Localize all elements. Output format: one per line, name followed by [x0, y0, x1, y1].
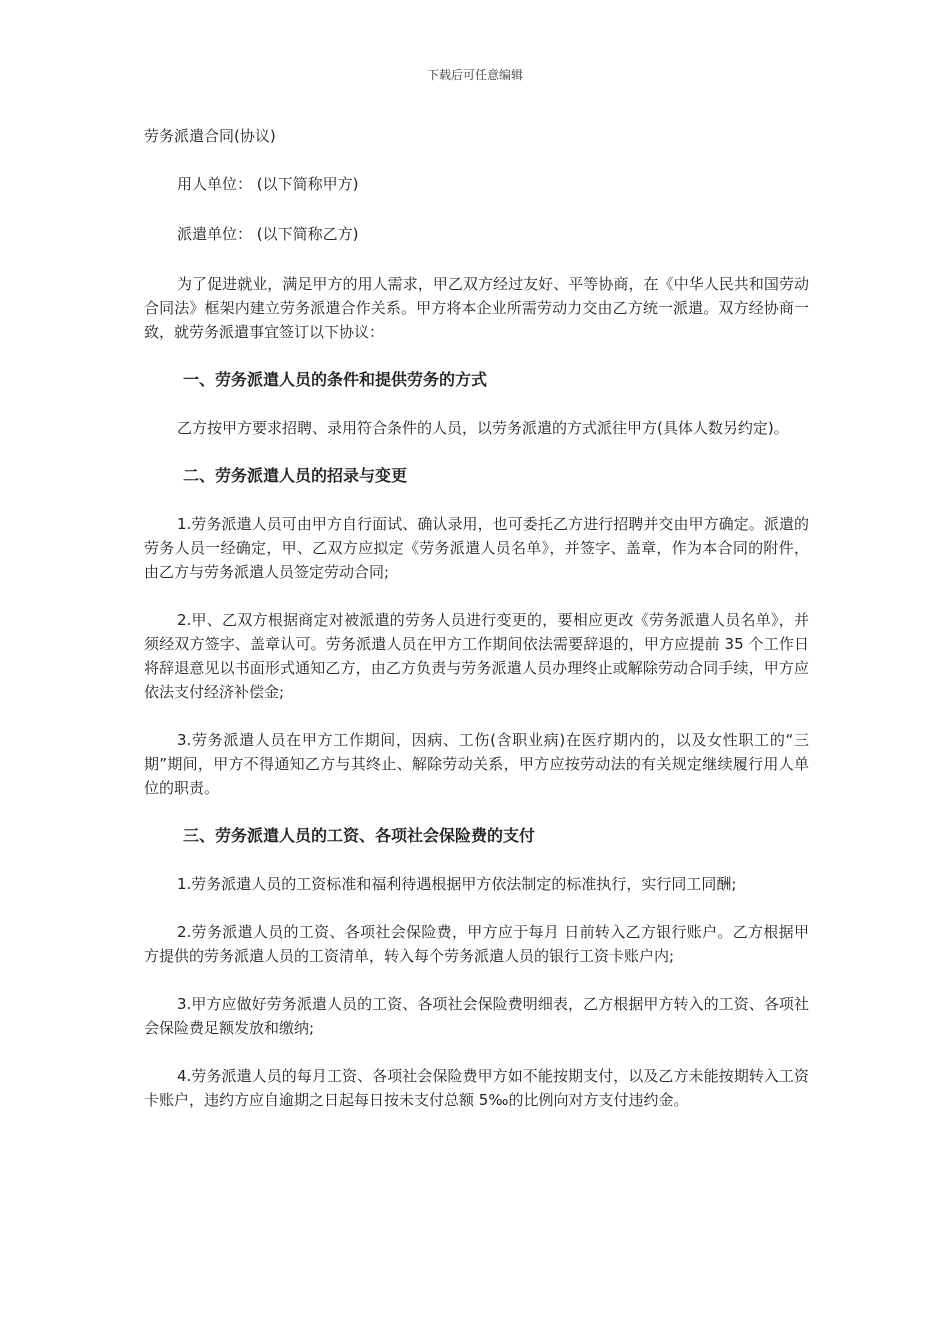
party-a-line: 用人单位： (以下简称甲方) — [177, 175, 359, 193]
section-3-paragraph-1: 1.劳务派遣人员的工资标准和福利待遇根据甲方依法制定的标准执行，实行同工同酬; — [177, 875, 737, 893]
party-b-line: 派遣单位： (以下简称乙方) — [177, 225, 359, 243]
document-body — [144, 124, 809, 1136]
section-heading-1: 一、劳务派遣人员的条件和提供劳务的方式 — [183, 370, 488, 389]
section-heading-2: 二、劳务派遣人员的招录与变更 — [183, 466, 408, 485]
section-heading-3: 三、劳务派遣人员的工资、各项社会保险费的支付 — [183, 826, 536, 845]
intro-paragraph: 为了促进就业，满足甲方的用人需求，甲乙双方经过友好、平等协商，在《中华人民共和国劳动合同法》框架内建立劳务派遣合作关系。甲方将本企业所需劳动力交由乙方统一派遣。双方经协商一致，就劳务派遣事宜签订以下协议： — [144, 275, 809, 341]
section-2-paragraph-3: 3.劳务派遣人员在甲方工作期间，因病、工伤(含职业病)在医疗期内的，以及女性职工的“三期”期间，甲方不得通知乙方与其终止、解除劳动关系，甲方应按劳动法的有关规定继续履行用人单位的职责。 — [144, 731, 809, 797]
page-header: 下载后可任意编辑 — [426, 68, 523, 82]
section-2-paragraph-1: 1.劳务派遣人员可由甲方自行面试、确认录用，也可委托乙方进行招聘并交由甲方确定。派遣的劳务人员一经确定，甲、乙双方应拟定《劳务派遣人员名单》，并签字、盖章，作为本合同的附件，由乙方与劳务派遣人员签定劳动合同; — [144, 515, 809, 581]
section-3-paragraph-2: 2.劳务派遣人员的工资、各项社会保险费，甲方应于每月 日前转入乙方银行账户。乙方根据甲方提供的劳务派遣人员的工资清单，转入每个劳务派遣人员的银行工资卡账户内; — [144, 923, 809, 965]
section-3-paragraph-3: 3.甲方应做好劳务派遣人员的工资、各项社会保险费明细表，乙方根据甲方转入的工资、各项社会保险费足额发放和缴纳; — [144, 995, 809, 1037]
section-3-paragraph-4: 4.劳务派遣人员的每月工资、各项社会保险费甲方如不能按期支付，以及乙方未能按期转入工资卡账户，违约方应自逾期之日起每日按未支付总额 5‰的比例向对方支付违约金。 — [144, 1067, 809, 1109]
section-1-paragraph-1: 乙方按甲方要求招聘、录用符合条件的人员，以劳务派遣的方式派往甲方(具体人数另约定)。 — [177, 419, 789, 437]
document-title: 劳务派遣合同(协议) — [144, 127, 276, 145]
section-2-paragraph-2: 2.甲、乙双方根据商定对被派遣的劳务人员进行变更的，要相应更改《劳务派遣人员名单》，并须经双方签字、盖章认可。劳务派遣人员在甲方工作期间依法需要辞退的，甲方应提前 35 个工作日将辞退意见以书面形式通知乙方，由乙方负责与劳务派遣人员办理终止或解除劳动合同手续，甲方应依法支付经济补偿金; — [144, 611, 809, 701]
